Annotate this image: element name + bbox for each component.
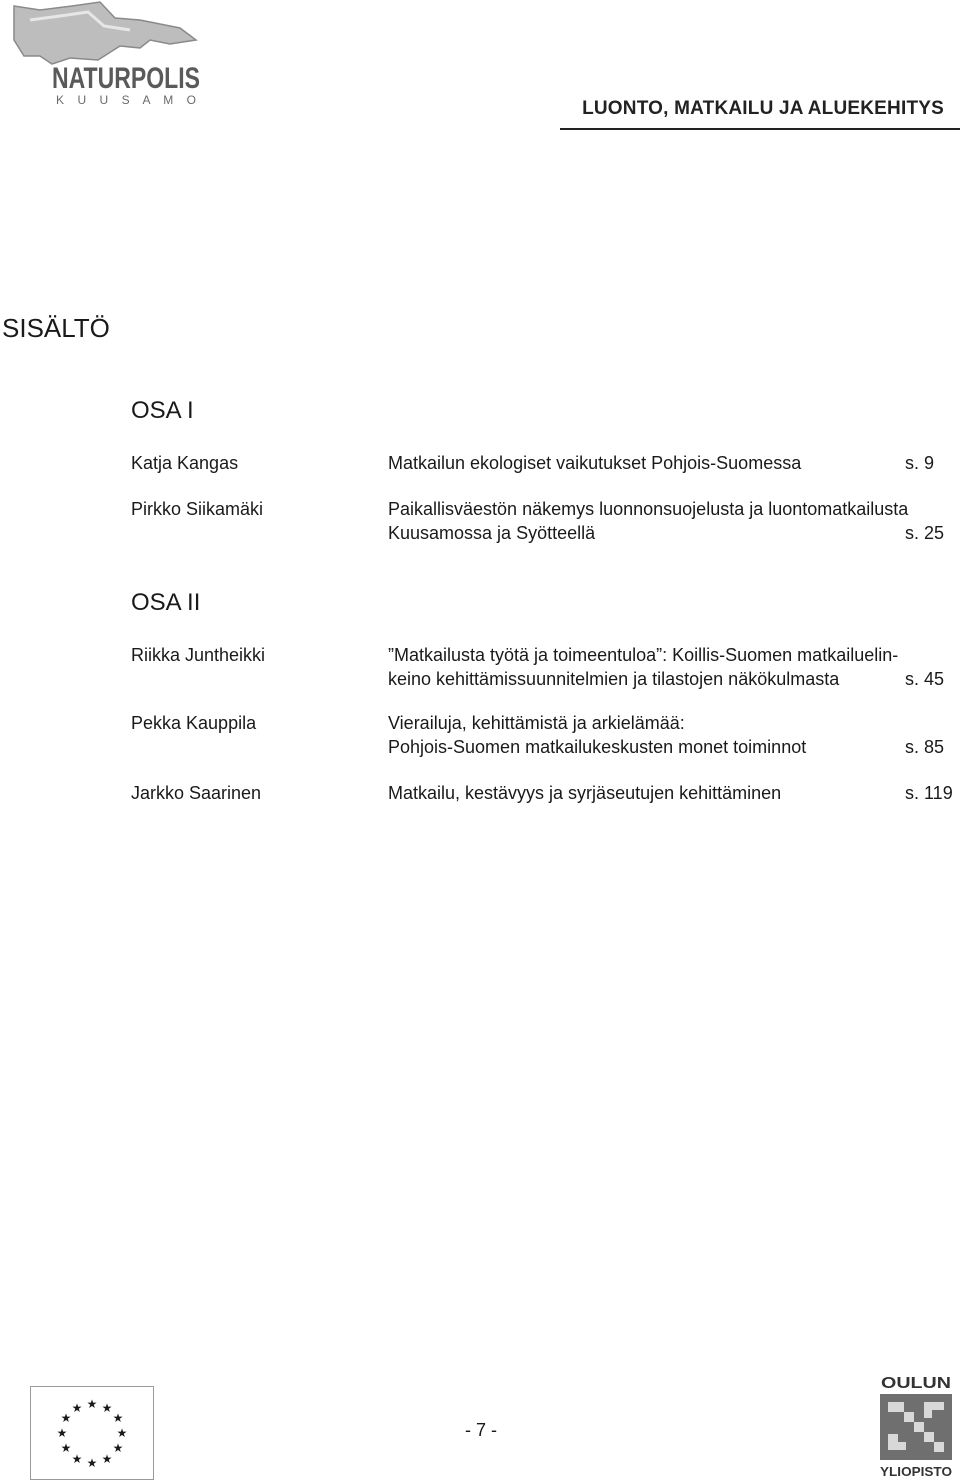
entry-author: Pekka Kauppila bbox=[131, 713, 257, 733]
entry-title: Matkailun ekologiset vaikutukset Pohjois-Suomessa bbox=[388, 453, 802, 473]
svg-text:★: ★ bbox=[60, 1441, 72, 1455]
entry-title: ”Matkailusta työtä ja toimeentuloa”: Koillis-Suomen matkailuelin- bbox=[388, 645, 899, 665]
logo-subtext: K U U S A M O bbox=[56, 93, 196, 107]
svg-text:★: ★ bbox=[71, 1452, 83, 1466]
entry-title: Kuusamossa ja Syötteellä bbox=[388, 523, 596, 543]
header-rule bbox=[560, 128, 960, 130]
entry-title: Vierailuja, kehittämistä ja arkielämää: bbox=[388, 713, 685, 733]
svg-text:★: ★ bbox=[116, 1426, 128, 1440]
svg-text:★: ★ bbox=[112, 1441, 124, 1455]
entry-author: Pirkko Siikamäki bbox=[131, 499, 264, 519]
entry-page: s. 9 bbox=[905, 453, 935, 473]
part-label: OSA II bbox=[131, 589, 201, 616]
entry-title: keino kehittämissuunnitelmien ja tilastojen näkökulmasta bbox=[388, 669, 840, 689]
svg-text:★: ★ bbox=[71, 1401, 83, 1415]
entry-author: Katja Kangas bbox=[131, 453, 239, 473]
svg-text:★: ★ bbox=[60, 1411, 72, 1425]
svg-text:★: ★ bbox=[112, 1411, 124, 1425]
naturpolis-logo bbox=[0, 0, 210, 110]
entry-author: Jarkko Saarinen bbox=[131, 783, 262, 803]
svg-text:★: ★ bbox=[86, 1397, 98, 1411]
part-label: OSA I bbox=[131, 397, 194, 424]
eu-flag-icon bbox=[30, 1386, 154, 1480]
oulu-university-logo bbox=[876, 1372, 956, 1480]
toc-heading: SISÄLTÖ bbox=[2, 313, 110, 343]
entry-page: s. 119 bbox=[905, 783, 953, 803]
svg-text:★: ★ bbox=[101, 1401, 113, 1415]
svg-text:★: ★ bbox=[101, 1452, 113, 1466]
entry-title: Matkailu, kestävyys ja syrjäseutujen kehittäminen bbox=[388, 783, 782, 803]
entry-page: s. 85 bbox=[905, 737, 945, 757]
entry-page: s. 45 bbox=[905, 669, 945, 689]
entry-title: Paikallisväestön näkemys luonnonsuojelusta ja luontomatkailusta bbox=[388, 499, 909, 519]
section-title: LUONTO, MATKAILU JA ALUEKEHITYS bbox=[582, 98, 944, 119]
svg-text:★: ★ bbox=[86, 1456, 98, 1470]
page-number: - 7 - bbox=[465, 1420, 498, 1440]
oulu-top-text: OULUN bbox=[881, 1375, 951, 1392]
logo-text: NATURPOLIS bbox=[52, 62, 200, 95]
oulu-bottom-text: YLIOPISTO bbox=[880, 1464, 952, 1479]
svg-text:★: ★ bbox=[56, 1426, 68, 1440]
entry-title: Pohjois-Suomen matkailukeskusten monet toiminnot bbox=[388, 737, 807, 757]
entry-author: Riikka Juntheikki bbox=[131, 645, 266, 665]
entry-page: s. 25 bbox=[905, 523, 945, 543]
